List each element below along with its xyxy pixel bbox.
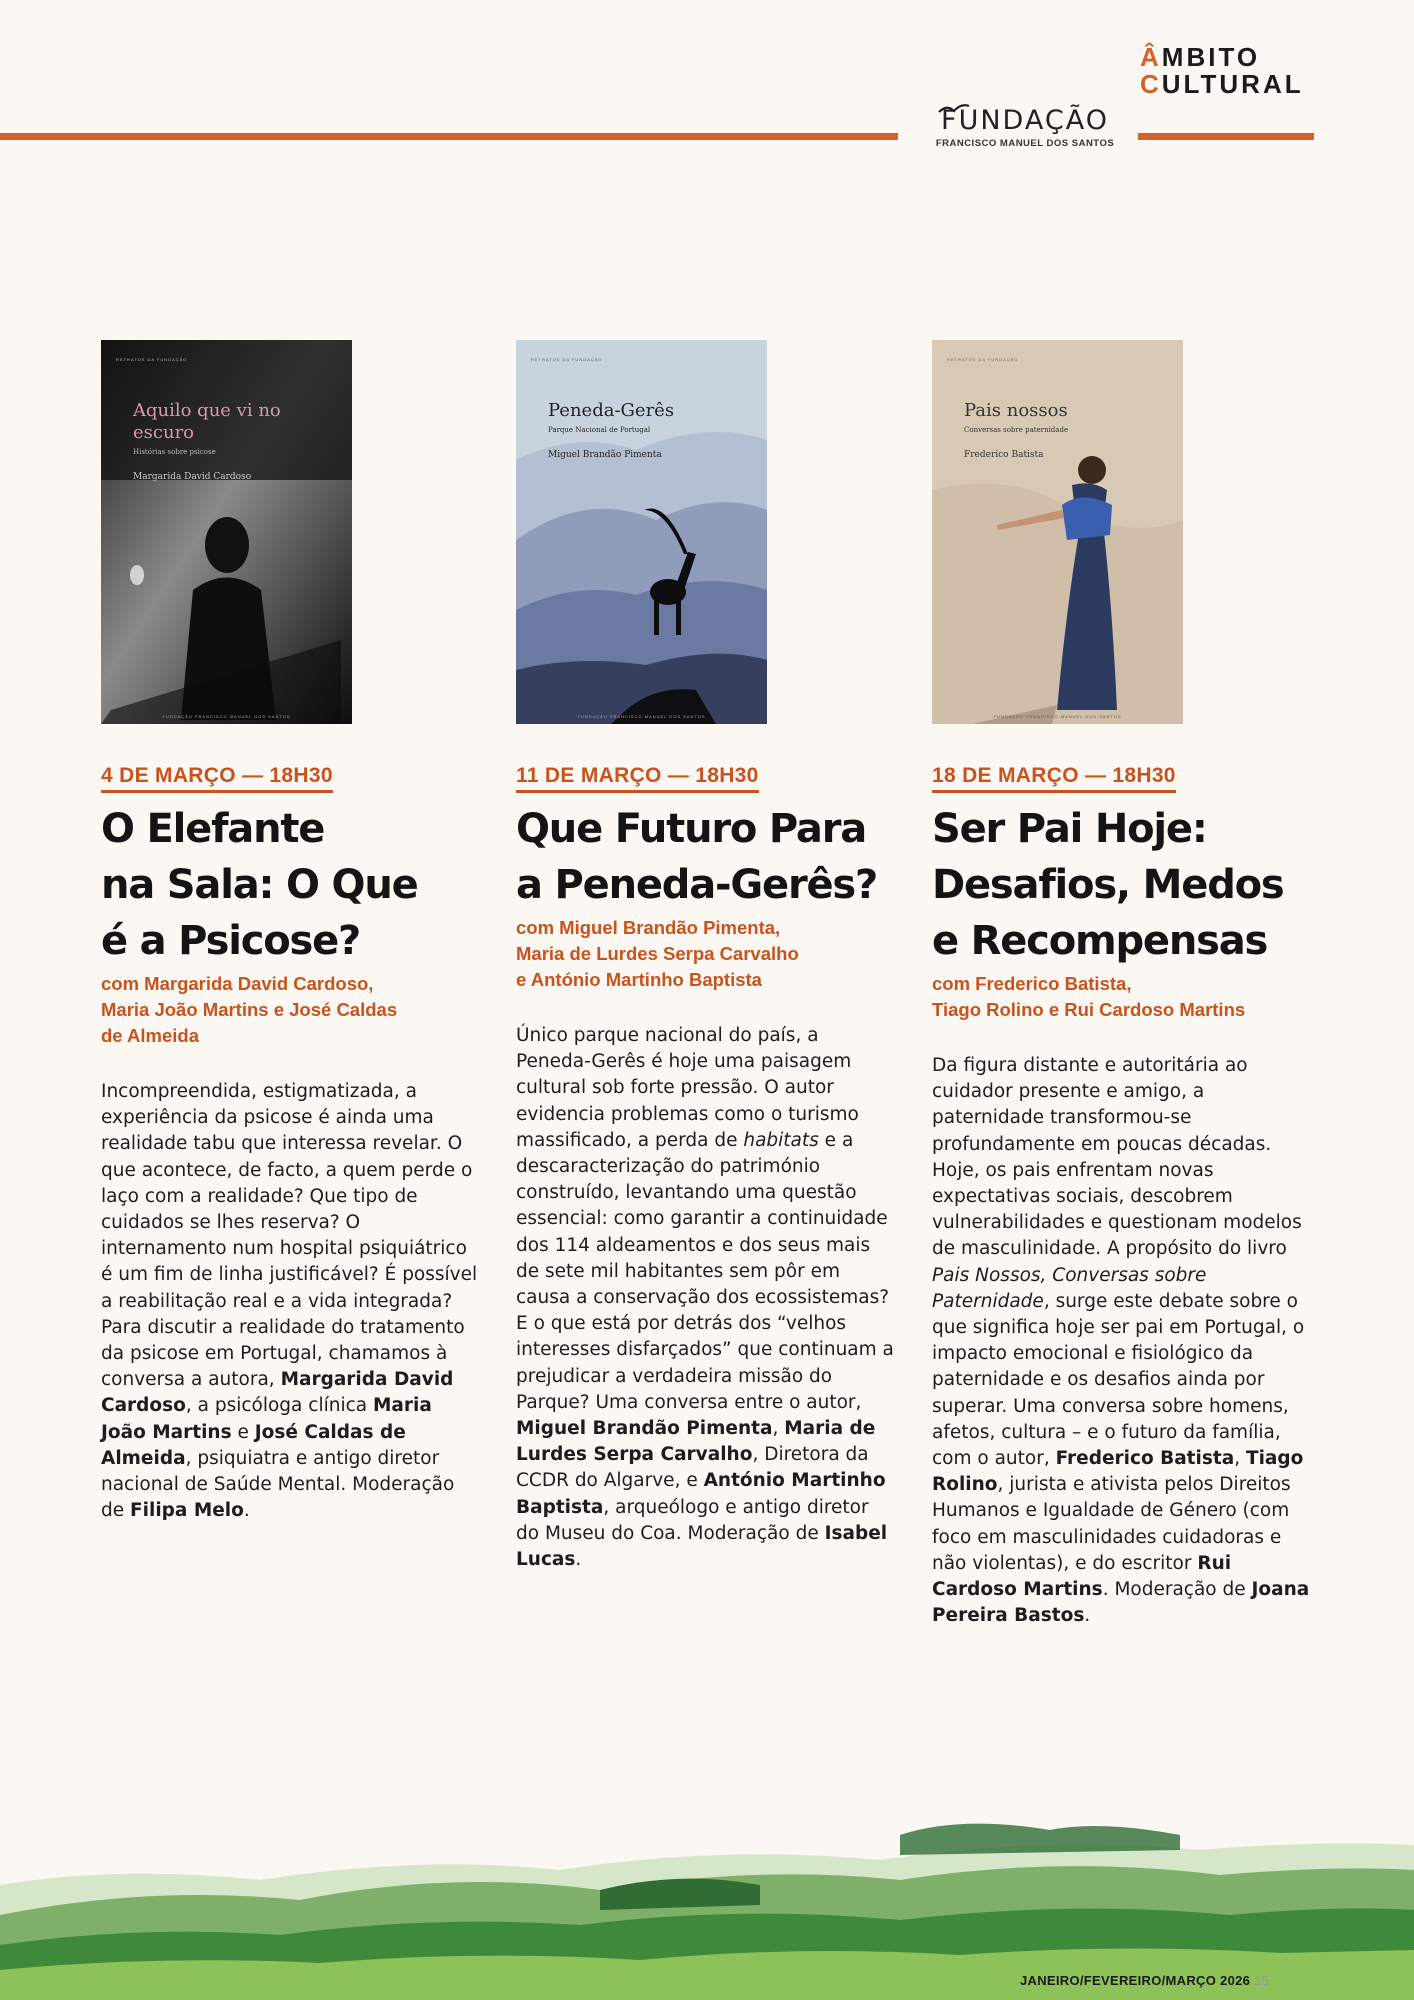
ambito-cultural-logo <box>1140 44 1304 98</box>
event-title <box>932 801 1312 969</box>
text-run: , <box>772 1418 785 1440</box>
cover-publisher: FUNDAÇÃO FRANCISCO MANUEL DOS SANTOS <box>577 714 706 719</box>
text-run: , psiquiatra e antigo diretor nacional de Saúde Mental. Moderação de <box>101 1447 455 1522</box>
bold-name: Frederico Batista <box>1055 1448 1235 1470</box>
landscape-illustration <box>0 1775 1414 2000</box>
foundation-name: FUNDAÇÃO <box>941 105 1109 136</box>
event-column-1 <box>101 340 481 1524</box>
cover-author: Margarida David Cardoso <box>133 472 252 482</box>
cover-subtitle: Conversas sobre paternidade <box>964 426 1069 434</box>
cover-title: Aquilo que vi no escuro <box>133 400 281 443</box>
logo-letter: C <box>1140 69 1162 99</box>
title-line: Desafios, Medos <box>932 862 1284 908</box>
event-date: 4 DE MARÇO — 18H30 <box>101 764 333 793</box>
title-line: Ser Pai Hoje: <box>932 806 1207 852</box>
text-run: , arqueólogo e antigo diretor do Museu do Coa. Moderação de <box>516 1496 869 1544</box>
book-cover-1 <box>101 340 352 724</box>
bold-name: Maria João Martins <box>101 1395 432 1443</box>
title-line: na Sala: O Que <box>101 862 418 908</box>
logo-word: MBITO <box>1161 42 1261 72</box>
event-title <box>516 801 896 913</box>
text-run: , Diretora da CCDR do Algarve, e <box>516 1444 869 1492</box>
text-run: , <box>1234 1448 1246 1470</box>
cover-subtitle: Histórias sobre psicose <box>133 448 216 456</box>
bold-name: José Caldas de Almeida <box>101 1421 406 1469</box>
cover-series: RETRATOS DA FUNDAÇÃO <box>531 357 603 362</box>
cover-author: Frederico Batista <box>964 450 1044 460</box>
bird-icon <box>937 102 971 116</box>
bold-name: Filipa Melo <box>130 1500 244 1522</box>
cover-series: RETRATOS DA FUNDAÇÃO <box>116 357 188 362</box>
text-run: , a psicóloga clínica <box>185 1395 373 1417</box>
bold-name: Margarida David Cardoso <box>101 1369 454 1417</box>
cover-art-psicose <box>101 340 352 724</box>
event-participants <box>932 971 1312 1023</box>
event-participants <box>516 915 896 993</box>
cover-publisher: FUNDAÇÃO FRANCISCO MANUEL DOS SANTOS <box>162 714 291 719</box>
title-line: Que Futuro Para <box>516 806 867 852</box>
page-footer <box>1020 1973 1269 1988</box>
text-run: Da figura distante e autoritária ao cuidador presente e amigo, a paternidade transformou-se profundamente em poucas décadas. Hoje, os pais enfrentam novas expectativas sociais, descobrem vulnerabilidades e questionam modelos de masculinidade. A propósito do livro <box>932 1055 1302 1260</box>
book-cover-2 <box>516 340 767 724</box>
bold-name: Isabel Lucas <box>516 1522 888 1571</box>
text-run: . <box>575 1549 582 1571</box>
page-number: 15 <box>1254 1973 1270 1988</box>
title-line: e Recompensas <box>932 918 1268 964</box>
event-column-2 <box>516 340 896 1573</box>
text-run: e <box>231 1421 255 1443</box>
cover-subtitle: Parque Nacional de Portugal <box>548 426 651 434</box>
cover-author: Miguel Brandão Pimenta <box>548 450 662 460</box>
text-run: e a descaracterização do património construído, levantando uma questão essencial: como garantir a continuidade dos 114 aldeamentos e dos seus mais de sete mil habitantes sem pôr em causa a conservação dos ecossistemas? E o que está por detrás dos “velhos interesses disfarçados” que continuam a prejudicar a verdadeira missão do Parque? Uma conversa entre o autor, <box>516 1129 894 1413</box>
foundation-logo <box>925 106 1125 149</box>
cover-publisher: FUNDAÇÃO FRANCISCO MANUEL DOS SANTOS <box>993 714 1122 719</box>
cover-series: RETRATOS DA FUNDAÇÃO <box>947 357 1019 362</box>
participants-line: com Margarida David Cardoso, <box>101 973 374 994</box>
event-title <box>101 801 481 969</box>
cover-art-pais <box>932 340 1183 724</box>
bold-name: Tiago Rolino <box>932 1448 1304 1496</box>
bold-name: Rui Cardoso Martins <box>932 1552 1232 1601</box>
text-run: . <box>243 1500 250 1522</box>
cover-title: Pais nossos <box>964 400 1068 421</box>
text-run: Pais Nossos, Conversas sobre Paternidade <box>932 1264 1207 1312</box>
book-cover-3 <box>932 340 1183 724</box>
text-run: . <box>1084 1605 1091 1627</box>
title-line: O Elefante <box>101 806 325 852</box>
event-date: 18 DE MARÇO — 18H30 <box>932 764 1176 793</box>
title-line: a Peneda-Gerês? <box>516 862 878 908</box>
foundation-subtitle: FRANCISCO MANUEL DOS SANTOS <box>935 138 1115 149</box>
cover-title: Peneda-Gerês <box>548 400 675 421</box>
participants-line: Tiago Rolino e Rui Cardoso Martins <box>932 999 1246 1020</box>
text-run: habitats <box>743 1129 819 1151</box>
issue-label: JANEIRO/FEVEREIRO/MARÇO 2026 <box>1020 1973 1251 1988</box>
header-rule-left <box>0 133 898 140</box>
participants-line: com Miguel Brandão Pimenta, <box>516 917 781 938</box>
event-description <box>101 1079 481 1524</box>
header-rule-right <box>1138 133 1314 140</box>
bold-name: Joana Pereira Bastos <box>932 1579 1310 1627</box>
text-run: . Moderação de <box>1102 1579 1252 1601</box>
text-run: , jurista e ativista pelos Direitos Humanos e Igualdade de Género (com foco em masculinidades cuidadoras e não violentas), e do escritor <box>932 1474 1291 1574</box>
bold-name: Miguel Brandão Pimenta <box>516 1418 773 1440</box>
text-run: , surge este debate sobre o que significa hoje ser pai em Portugal, o impacto emocional e fisiológico da paternidade e os desafios ainda por superar. Uma conversa sobre homens, afetos, cultura – e o futuro da família, com o autor, <box>932 1290 1305 1470</box>
title-line: é a Psicose? <box>101 918 361 964</box>
logo-word: ULTURAL <box>1161 69 1304 99</box>
bold-name: António Martinho Baptista <box>516 1470 886 1518</box>
logo-letter: Â <box>1140 42 1162 72</box>
event-description <box>932 1053 1312 1629</box>
text-run: Único parque nacional do país, a Peneda-Gerês é hoje uma paisagem cultural sob forte pressão. O autor evidencia problemas como o turismo massificado, a perda de <box>516 1025 859 1151</box>
event-date: 11 DE MARÇO — 18H30 <box>516 764 759 793</box>
participants-line: Maria de Lurdes Serpa Carvalho <box>516 943 799 964</box>
event-participants <box>101 971 481 1049</box>
bold-name: Maria de Lurdes Serpa Carvalho <box>516 1418 876 1466</box>
participants-line: de Almeida <box>101 1025 200 1046</box>
participants-line: com Frederico Batista, <box>932 973 1132 994</box>
event-description <box>516 1023 896 1573</box>
event-column-3 <box>932 340 1312 1629</box>
cover-art-peneda <box>516 340 767 724</box>
participants-line: Maria João Martins e José Caldas <box>101 999 398 1020</box>
text-run: Incompreendida, estigmatizada, a experiência da psicose é ainda uma realidade tabu que interessa revelar. O que acontece, de facto, a quem perde o laço com a realidade? Que tipo de cuidados se lhes reserva? O internamento num hospital psiquiátrico é um fim de linha justificável? É possível a reabilitação real e a vida integrada? Para discutir a realidade do tratamento da psicose em Portugal, chamamos à conversa a autora, <box>101 1081 478 1391</box>
participants-line: e António Martinho Baptista <box>516 969 762 990</box>
